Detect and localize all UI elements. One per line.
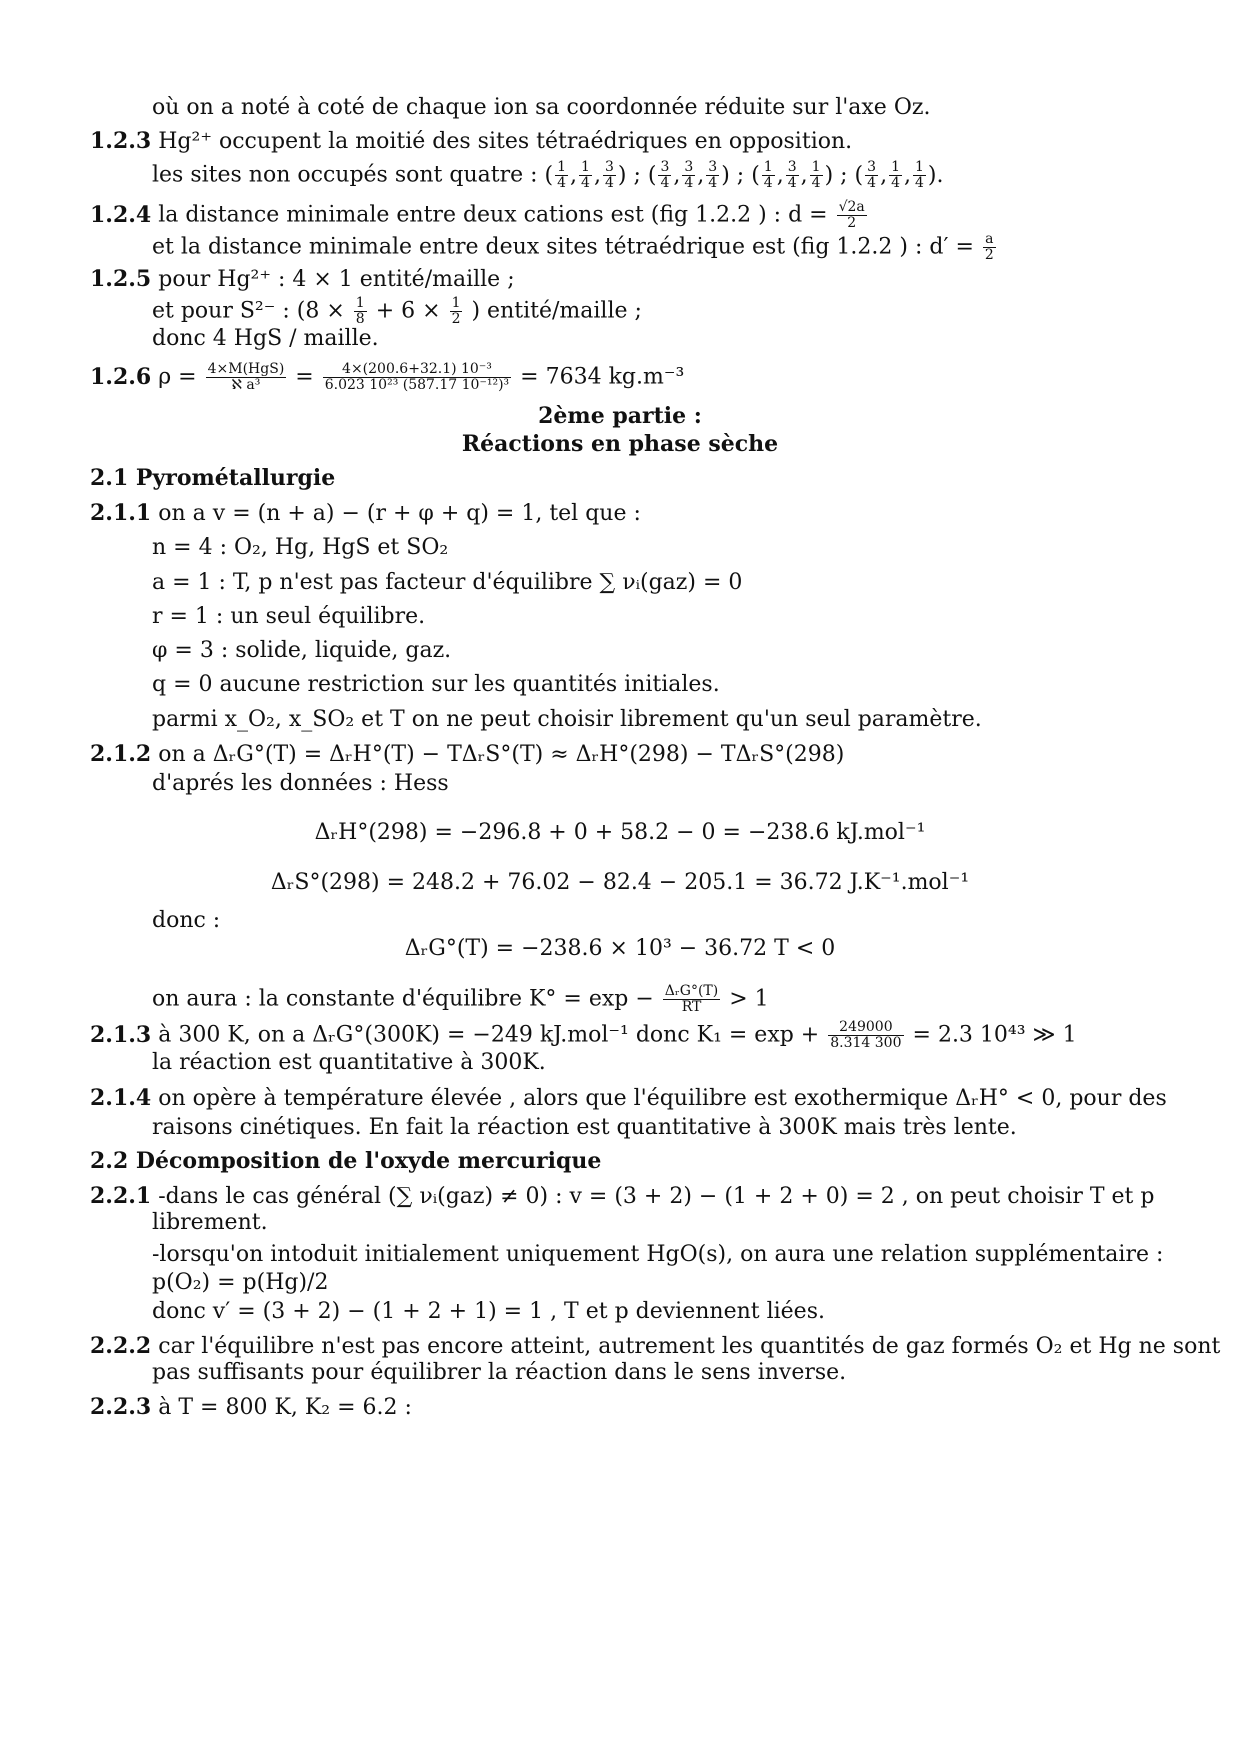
equation-enthalpy: ΔᵣH°(298) = −296.8 + 0 + 58.2 − 0 = −238.6 kJ.mol⁻¹ — [314, 820, 926, 845]
fraction: $\frac{1}{4}$ — [557, 159, 567, 191]
item-number: 2.1.2 — [90, 741, 152, 767]
item-number: 2.1.3 — [90, 1021, 152, 1048]
site-coordinate: ( $\frac{1}{4}$ , $\frac{1}{4}$ , $\frac{3}{4}$ ) ; — [544, 159, 641, 191]
text-line-container — [152, 296, 642, 327]
item-2-1-1 — [90, 500, 641, 527]
text-line: -lorsqu'on intoduit initialement uniquement HgO(s), on aura une relation supplémentaire : — [152, 1242, 1164, 1267]
text-line: = 2.3 10⁴³ ≫ 1 — [912, 1022, 1077, 1048]
item-number: 2.2.2 — [90, 1333, 152, 1359]
text-line: et pour S²⁻ : (8 × — [152, 298, 345, 324]
text-line: à 300 K, on a ΔᵣG°(300K) = −249 kJ.mol⁻¹ donc K₁ = exp + — [158, 1022, 820, 1048]
item-2-2-2 — [90, 1333, 1220, 1360]
sites-line — [152, 160, 943, 191]
text-line: on a v = (n + a) − (r + φ + q) = 1, tel que : — [158, 501, 641, 526]
fraction: $\frac{1}{4}$ — [811, 159, 821, 191]
item-1-2-3 — [90, 128, 852, 155]
text-line: on opère à température élevée , alors que l'équilibre est exothermique ΔᵣH° < 0, pour des — [158, 1086, 1167, 1111]
site-coordinate: ( $\frac{1}{4}$ , $\frac{3}{4}$ , $\frac{1}{4}$ ) ; — [744, 159, 848, 191]
text-line: la réaction est quantitative à 300K. — [152, 1050, 546, 1075]
site-coordinate: ( $\frac{3}{4}$ , $\frac{1}{4}$ , $\frac{1}{4}$ ). — [847, 159, 944, 191]
text-line: p(O₂) = p(Hg)/2 — [152, 1270, 329, 1295]
part-number: 2ème partie : — [538, 403, 702, 429]
text-line: ρ = — [158, 364, 197, 390]
text-line: pas suffisants pour équilibrer la réaction dans le sens inverse. — [152, 1360, 847, 1385]
text-line: d'aprés les données : Hess — [152, 771, 449, 796]
fraction: $\frac{3}{4}$ — [604, 159, 614, 191]
text-line: et la distance minimale entre deux sites tétraédrique est (fig 1.2.2 ) : d′ = — [152, 234, 974, 260]
fraction: $\frac{1}{2}$ — [451, 295, 461, 327]
text-line: où on a noté à coté de chaque ion sa coordonnée réduite sur l'axe Oz. — [152, 95, 931, 120]
fraction: $\frac{\text{4×(200.6+32.1) 10⁻³}}{\text{6.023 10²³ (587.17 10⁻¹²)³}}$ — [324, 361, 510, 393]
text-line: donc v′ = (3 + 2) − (1 + 2 + 1) = 1 , T et p deviennent liées. — [152, 1299, 825, 1324]
fraction: $\frac{249000}{8.314 300}$ — [830, 1019, 902, 1051]
text-line: Hg²⁺ occupent la moitié des sites tétraédriques en opposition. — [158, 129, 853, 154]
text-line-container — [152, 232, 998, 263]
text-line: les sites non occupés sont quatre : — [152, 162, 538, 188]
fraction: 4×M(HgS) ℵ a³ — [207, 361, 285, 393]
text-line: ) entité/maille ; — [471, 298, 642, 324]
text-line: parmi x_O₂, x_SO₂ et T on ne peut choisir librement qu'un seul paramètre. — [152, 707, 982, 732]
site-coordinate: ( $\frac{3}{4}$ , $\frac{3}{4}$ , $\frac{3}{4}$ ) ; — [640, 159, 745, 191]
item-1-2-6 — [90, 362, 684, 393]
item-2-2-3 — [90, 1394, 412, 1421]
fraction: $\frac{3}{4}$ — [684, 159, 694, 191]
sites-list — [544, 159, 944, 191]
fraction: $\frac{3}{4}$ — [660, 159, 670, 191]
text-line: on aura : la constante d'équilibre K° = exp − — [152, 986, 654, 1012]
text-line: = — [295, 364, 314, 390]
item-2-1-2 — [90, 741, 844, 768]
item-number: 2.1.4 — [90, 1085, 152, 1111]
item-2-1-3 — [90, 1020, 1077, 1051]
text-line: -dans le cas général (∑ νᵢ(gaz) ≠ 0) : v = (3 + 2) − (1 + 2 + 0) = 2 , on peut choisir T et p — [158, 1184, 1155, 1209]
section-heading: 2.1 Pyrométallurgie — [90, 465, 336, 491]
fraction: $\frac{√2a}{2}$ — [838, 199, 865, 231]
item-1-2-4 — [90, 200, 869, 231]
text-line: on a ΔᵣG°(T) = ΔᵣH°(T) − TΔᵣS°(T) ≈ ΔᵣH°(298) − TΔᵣS°(298) — [158, 742, 845, 767]
fraction: $\frac{1}{8}$ — [355, 295, 365, 327]
text-line: a = 1 : T, p n'est pas facteur d'équilibre ∑ νᵢ(gaz) = 0 — [152, 570, 743, 595]
text-line-container — [152, 984, 769, 1015]
text-line: car l'équilibre n'est pas encore atteint, autrement les quantités de gaz formés O₂ et Hg ne sont — [158, 1334, 1221, 1359]
fraction: $\frac{1}{4}$ — [891, 159, 900, 191]
fraction: $\frac{1}{4}$ — [763, 159, 773, 191]
item-number: 1.2.4 — [90, 201, 152, 228]
section-heading: 2.2 Décomposition de l'oxyde mercurique — [90, 1148, 602, 1174]
text-line: q = 0 aucune restriction sur les quantités initiales. — [152, 672, 720, 697]
item-number: 2.2.1 — [90, 1183, 152, 1209]
text-line: pour Hg²⁺ : 4 × 1 entité/maille ; — [158, 267, 515, 292]
text-line: > 1 — [729, 986, 769, 1012]
text-line: donc 4 HgS / maille. — [152, 326, 379, 351]
fraction: $\frac{a}{2}$ — [984, 231, 994, 263]
text-line: librement. — [152, 1210, 268, 1235]
text-line: donc : — [152, 908, 221, 933]
item-2-1-4 — [90, 1085, 1167, 1112]
text-line: n = 4 : O₂, Hg, HgS et SO₂ — [152, 535, 449, 560]
item-number: 1.2.3 — [90, 128, 152, 154]
item-1-2-5 — [90, 266, 515, 293]
text-line: φ = 3 : solide, liquide, gaz. — [152, 638, 452, 663]
item-number: 1.2.5 — [90, 266, 152, 292]
item-number: 2.2.3 — [90, 1394, 152, 1420]
fraction: $\frac{3}{4}$ — [708, 159, 718, 191]
text-line: à T = 800 K, K₂ = 6.2 : — [158, 1395, 412, 1420]
item-2-2-1 — [90, 1183, 1154, 1210]
equation-gibbs: ΔᵣG°(T) = −238.6 × 10³ − 36.72 T < 0 — [404, 936, 836, 961]
item-number: 2.1.1 — [90, 500, 152, 526]
text-line: + 6 × — [375, 298, 441, 324]
text-line: r = 1 : un seul équilibre. — [152, 604, 426, 629]
fraction: $\frac{3}{4}$ — [867, 159, 877, 191]
fraction: ΔᵣG°(T) RT — [664, 983, 719, 1015]
fraction: $\frac{1}{4}$ — [581, 159, 590, 191]
text-line: = 7634 kg.m⁻³ — [520, 364, 685, 390]
item-number: 1.2.6 — [90, 363, 152, 390]
part-title: Réactions en phase sèche — [461, 431, 779, 457]
fraction: $\frac{1}{4}$ — [914, 159, 924, 191]
fraction: $\frac{3}{4}$ — [787, 159, 797, 191]
equation-entropy: ΔᵣS°(298) = 248.2 + 76.02 − 82.4 − 205.1 = 36.72 J.K⁻¹.mol⁻¹ — [270, 870, 970, 895]
text-line: raisons cinétiques. En fait la réaction est quantitative à 300K mais très lente. — [152, 1115, 1017, 1140]
text-line: la distance minimale entre deux cations est (fig 1.2.2 ) : d = — [158, 202, 828, 228]
